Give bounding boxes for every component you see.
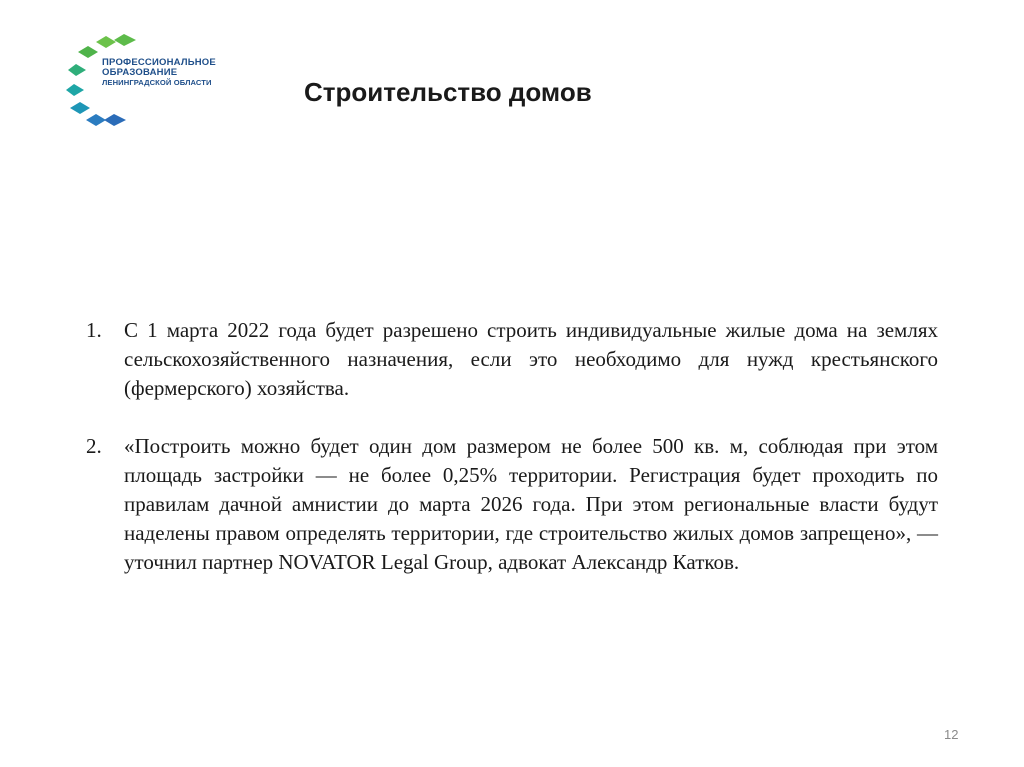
logo-text <box>102 58 262 88</box>
logo-line-1: ПРОФЕССИОНАЛЬНОЕ <box>102 57 216 68</box>
slide-title: Строительство домов <box>304 77 592 107</box>
list-item <box>86 432 938 577</box>
list-item-number: 2. <box>86 434 102 458</box>
list-item-number: 1. <box>86 318 102 342</box>
list-item <box>86 316 938 403</box>
logo <box>66 30 256 130</box>
page-number: 12 <box>944 727 959 742</box>
list-item-text: «Построить можно будет один дом размером не более 500 кв. м, соблюдая при этом площадь застройки — не более 0,25% территории. Регистрация будет проходить по правилам дачной амнистии до марта 2026 года. При этом региональные власти будут наделены правом определять территории, где строительство жилых домов запрещено», — уточнил партнер NOVATOR Legal Group, адвокат Александр Катков. <box>124 434 938 574</box>
logo-line-2: ОБРАЗОВАНИЕ <box>102 67 178 78</box>
list-item-text: С 1 марта 2022 года будет разрешено строить индивидуальные жилые дома на землях сельскохозяйственного назначения, если это необходимо для нужд крестьянского (фермерского) хозяйства. <box>124 318 938 400</box>
logo-line-3: ЛЕНИНГРАДСКОЙ ОБЛАСТИ <box>102 78 212 87</box>
numbered-list <box>86 316 938 577</box>
